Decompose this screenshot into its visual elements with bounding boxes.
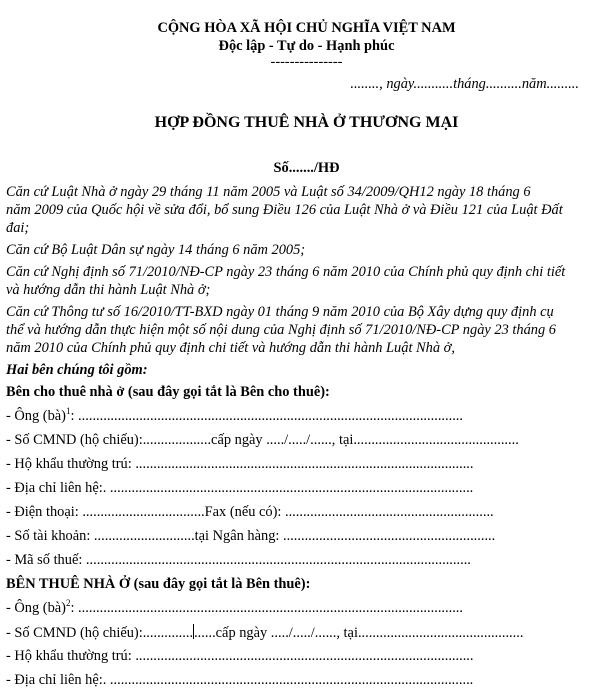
- field-label: - Ông (bà): [6, 600, 66, 616]
- lessee-id-field[interactable]: [6, 624, 523, 642]
- parties-intro: Hai bên chúng tôi gồm:: [6, 362, 148, 378]
- lessee-heading: BÊN THUÊ NHÀ Ở (sau đây gọi tắt là Bên thuê):: [6, 576, 311, 592]
- lessor-account-field[interactable]: - Số tài khoản: ............................tại Ngân hàng: ...........................................................: [6, 528, 496, 544]
- basis-line: năm 2010 của Chính phủ quy định chi tiết và hướng dẫn thi hành Luật Nhà ở,: [6, 340, 455, 356]
- lessor-address-field[interactable]: - Địa chỉ liên hệ:. .....................................................................................................: [6, 480, 474, 496]
- lessor-id-field[interactable]: - Số CMND (hộ chiếu):...................cấp ngày ...../...../......, tại..............................................: [6, 432, 519, 448]
- lessee-representative-field[interactable]: [6, 600, 463, 617]
- basis-line: Căn cứ Bộ Luật Dân sự ngày 14 tháng 6 năm 2005;: [6, 242, 306, 258]
- motto: Độc lập - Tự do - Hạnh phúc: [218, 38, 395, 54]
- lessor-residence-field[interactable]: - Hộ khẩu thường trú: ..............................................................................................: [6, 456, 474, 472]
- fill-dots: : ...........................................................................................................: [70, 408, 463, 424]
- basis-line: Căn cứ Nghị định số 71/2010/NĐ-CP ngày 23 tháng 6 năm 2010 của Chính phủ quy định chi tiết: [6, 264, 566, 280]
- id-field-part: ......cấp ngày ...../...../......, tại..............................................: [194, 625, 524, 641]
- lessee-address-field[interactable]: - Địa chỉ liên hệ:. .....................................................................................................: [6, 672, 474, 688]
- lessor-representative-field[interactable]: [6, 408, 463, 425]
- footnote-mark: 2: [65, 598, 71, 609]
- place-date: ........, ngày...........tháng..........năm.........: [350, 76, 579, 92]
- footnote-mark: 1: [65, 406, 71, 417]
- basis-line: Căn cứ Luật Nhà ở ngày 29 tháng 11 năm 2005 và Luật số 34/2009/QH12 ngày 18 tháng 6: [6, 184, 531, 200]
- fill-dots: : ...........................................................................................................: [70, 600, 463, 616]
- field-label: - Ông (bà): [6, 408, 66, 424]
- lessor-phone-fax-field[interactable]: - Điện thoại: ..................................Fax (nếu có): ..........................................................: [6, 504, 494, 520]
- nation-heading: CỘNG HÒA XÃ HỘI CHỦ NGHĨA VIỆT NAM: [157, 20, 456, 36]
- contract-number: Số......./HĐ: [273, 160, 340, 176]
- header-divider: ---------------: [270, 54, 343, 70]
- basis-line: và hướng dẫn thi hành Luật Nhà ở;: [6, 282, 211, 298]
- lessor-tax-code-field[interactable]: - Mã số thuế: ...........................................................................................................: [6, 552, 471, 568]
- basis-line: thể và hướng dẫn thực hiện một số nội dung của Nghị định số 71/2010/NĐ-CP ngày 23 tháng 6: [6, 322, 556, 338]
- lessee-residence-field[interactable]: - Hộ khẩu thường trú: ..............................................................................................: [6, 648, 474, 664]
- contract-title: HỢP ĐỒNG THUÊ NHÀ Ở THƯƠNG MẠI: [154, 114, 459, 131]
- basis-line: năm 2009 của Quốc hội về sửa đổi, bổ sung Điều 126 của Luật Nhà ở và Điều 121 của Luật Đất: [6, 202, 563, 218]
- lessor-heading: Bên cho thuê nhà ở (sau đây gọi tắt là Bên cho thuê):: [6, 384, 330, 400]
- id-field-part: - Số CMND (hộ chiếu):..............: [6, 625, 194, 641]
- basis-line: đai;: [6, 220, 30, 236]
- basis-line: Căn cứ Thông tư số 16/2010/TT-BXD ngày 01 tháng 9 năm 2010 của Bộ Xây dựng quy định cụ: [6, 304, 554, 320]
